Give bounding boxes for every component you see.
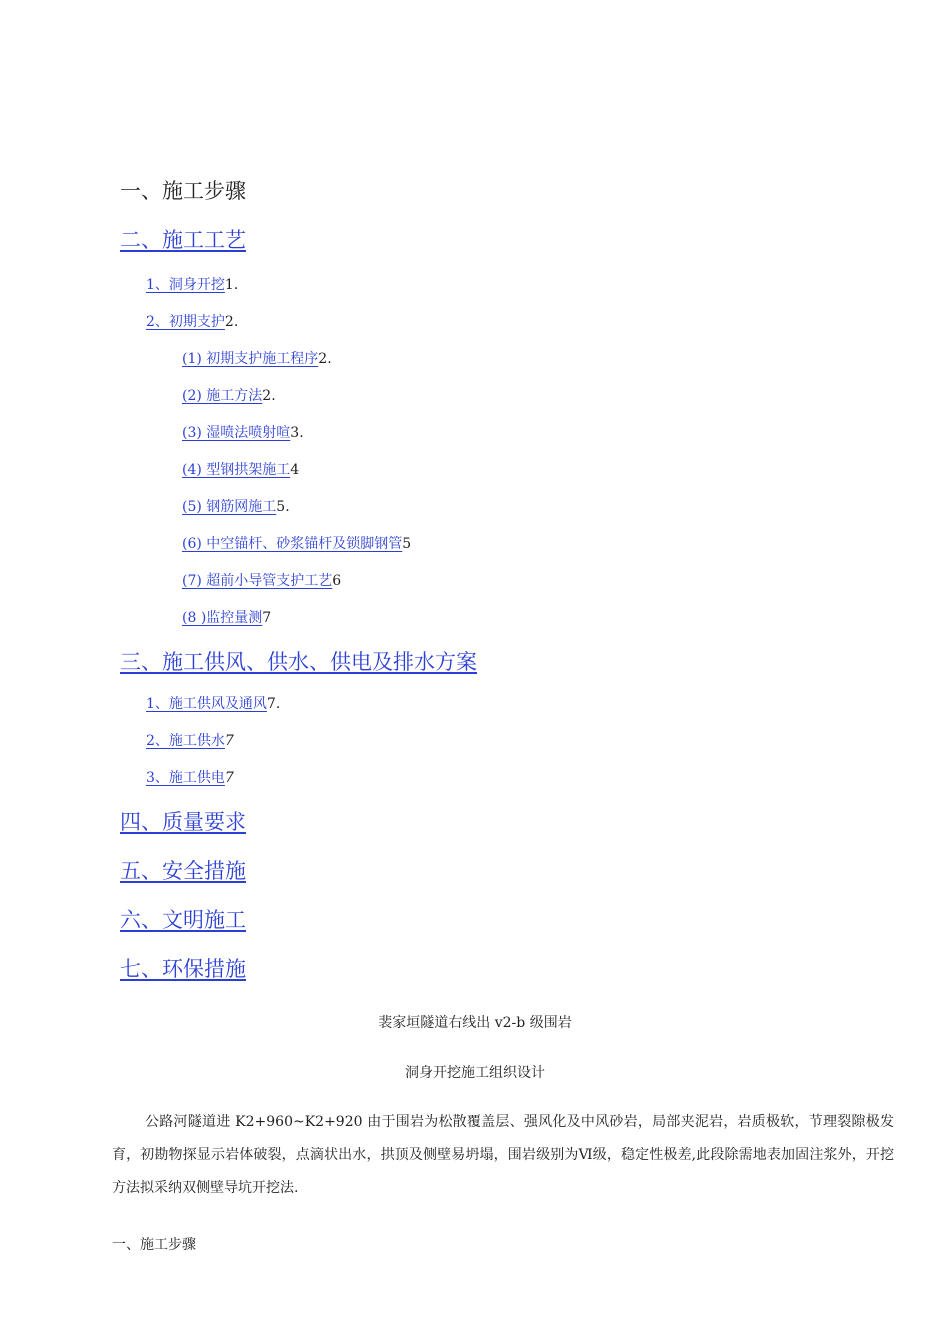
toc-heading-construction-steps: 一、施工步骤 — [120, 179, 246, 203]
toc-link-civilized-construction[interactable]: 六、文明施工 — [120, 908, 246, 932]
toc-link-monitoring[interactable]: (8 )监控量测 — [182, 610, 263, 626]
toc-link-supply-plan[interactable]: 三、施工供风、供水、供电及排水方案 — [120, 650, 477, 674]
toc-link-environmental[interactable]: 七、环保措施 — [120, 957, 246, 981]
toc-link-ventilation[interactable]: 1、施工供风及通风 — [146, 696, 267, 712]
toc-link-support-procedure[interactable]: (1) 初期支护施工程序 — [182, 351, 319, 367]
toc-page-number: 1. — [224, 277, 239, 293]
toc-heading-supply-plan[interactable] — [120, 652, 477, 673]
toc-link-initial-support[interactable]: 2、初期支护 — [146, 314, 225, 330]
toc-page-number: 5 — [402, 536, 412, 552]
toc-subentry-6[interactable] — [182, 537, 411, 551]
toc-subentry-8[interactable] — [182, 611, 271, 625]
toc-subentry-1[interactable] — [182, 352, 332, 366]
toc-page-number: 2. — [224, 314, 239, 330]
toc-page-number: 3. — [290, 425, 304, 441]
toc-page-number: 7 — [262, 610, 272, 626]
body-paragraph: 公路河隧道进 K2+960~K2+920 由于围岩为松散覆盖层、强风化及中风砂岩，局部夹泥岩，岩质极软，节理裂隙极发育，初勘物探显示岩体破裂，点滴状出水，拱顶及侧壁易坍塌，围岩级别为Ⅵ级，稳定性极差,此段除需地表加固注浆外，开挖方法拟采纳双侧壁导坑开挖法. — [112, 1114, 894, 1196]
toc-link-construction-method[interactable]: (2) 施工方法 — [182, 388, 263, 404]
document-title-line-2: 洞身开挖施工组织设计 — [405, 1065, 545, 1081]
toc-heading-construction-process[interactable] — [120, 230, 246, 251]
toc-page-number: 2. — [318, 351, 332, 367]
toc-link-wet-spraying[interactable]: (3) 湿喷法喷射喧 — [182, 425, 291, 441]
toc-link-steel-arch[interactable]: (4) 型钢拱架施工 — [182, 462, 291, 478]
toc-link-small-pipe-support[interactable]: (7) 超前小导管支护工艺 — [182, 573, 333, 589]
toc-page-number: 6 — [332, 573, 342, 589]
toc-subentry-5[interactable] — [182, 500, 290, 514]
toc-subentry-4[interactable] — [182, 463, 299, 477]
toc-heading-quality[interactable] — [120, 812, 246, 833]
toc-link-power-supply[interactable]: 3、施工供电 — [146, 770, 225, 786]
toc-page-number: 7. — [266, 696, 281, 712]
toc-entry-ventilation[interactable] — [146, 697, 280, 711]
toc-entry-initial-support[interactable] — [146, 315, 238, 329]
toc-page-number: 7 — [224, 770, 234, 786]
toc-link-construction-process[interactable]: 二、施工工艺 — [120, 228, 246, 252]
toc-subentry-3[interactable] — [182, 426, 304, 440]
toc-link-water-supply[interactable]: 2、施工供水 — [146, 733, 225, 749]
toc-entry-water-supply[interactable] — [146, 734, 234, 748]
toc-subentry-7[interactable] — [182, 574, 341, 588]
toc-page-number: 4 — [290, 462, 300, 478]
toc-page-number: 7 — [224, 733, 234, 749]
toc-page-number: 5. — [276, 499, 290, 515]
toc-link-quality[interactable]: 四、质量要求 — [120, 810, 246, 834]
toc-heading-safety[interactable] — [120, 861, 246, 882]
toc-entry-power-supply[interactable] — [146, 771, 234, 785]
document-title-line-1: 裴家垣隧道右线出 v2-b 级围岩 — [378, 1015, 572, 1031]
toc-subentry-2[interactable] — [182, 389, 276, 403]
toc-link-safety[interactable]: 五、安全措施 — [120, 859, 246, 883]
toc-heading-environmental[interactable] — [120, 959, 246, 980]
toc-page-number: 2. — [262, 388, 276, 404]
toc-entry-excavation[interactable] — [146, 278, 238, 292]
section-heading-construction-steps: 一、施工步骤 — [112, 1237, 196, 1253]
toc-heading-civilized-construction[interactable] — [120, 910, 246, 931]
toc-link-rebar-mesh[interactable]: (5) 钢筋网施工 — [182, 499, 277, 515]
toc-link-anchor-bolts[interactable]: (6) 中空锚杆、砂浆锚杆及锁脚钢管 — [182, 536, 403, 552]
toc-link-excavation[interactable]: 1、洞身开挖 — [146, 277, 225, 293]
